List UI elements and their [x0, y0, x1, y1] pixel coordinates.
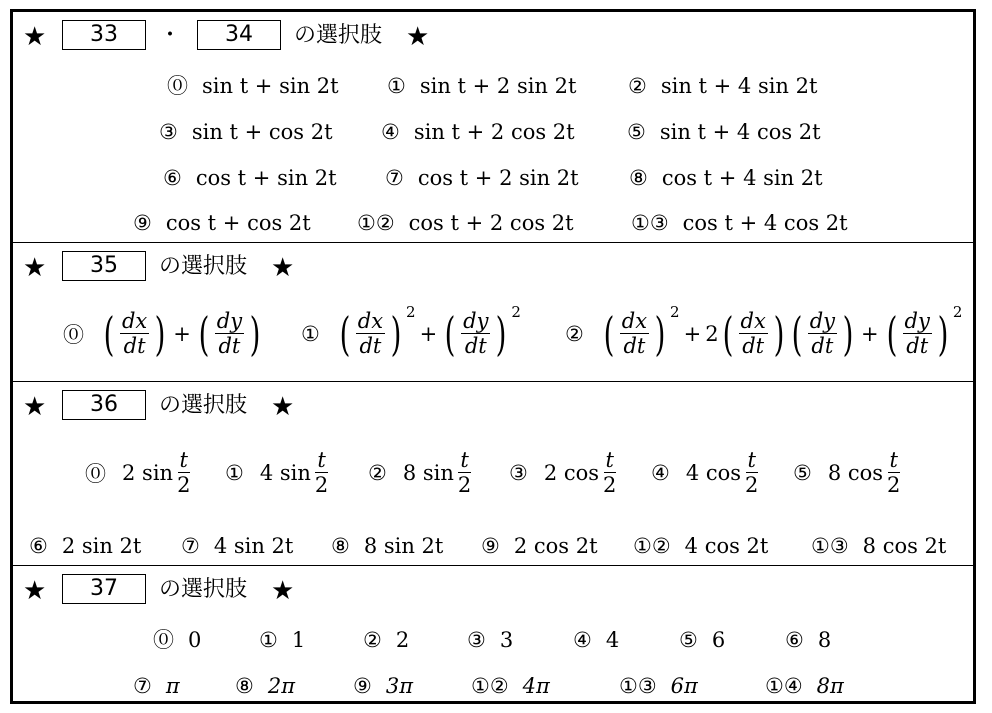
section-header: [13, 382, 973, 426]
choice-row-3: [13, 158, 973, 198]
choice-6: ⑥ 8: [785, 628, 832, 652]
choice-12: ①② cos t + 2 cos 2t: [357, 211, 574, 235]
value-choices-row-2: [13, 666, 973, 706]
choice-5: ⑤ 6: [679, 628, 726, 652]
choice-4: ④ 4: [573, 628, 620, 652]
choice-6: ⑥ cos t + sin 2t: [163, 166, 337, 190]
choice-row-1: [13, 66, 973, 106]
choice-9: ⑨ cos t + cos 2t: [133, 211, 311, 235]
answer-box-34: 34: [197, 20, 281, 50]
choice-8: ⑧ cos t + 4 sin 2t: [629, 166, 823, 190]
star-left: ★: [23, 22, 47, 52]
choice-0: ⓪ ( $\frac{dx}{dt}$ ) + ( $\frac{dy}{dt}$ ): [63, 306, 261, 361]
choice-8: ⑧ 2π: [235, 674, 295, 698]
section-37: [13, 565, 973, 701]
star-right: ★: [271, 392, 295, 422]
choice-7: ⑦ π: [133, 674, 180, 698]
choice-1: ① ( $\frac{dx}{dt}$ ) 2 + ( $\frac{dy}{dt}$ ) 2: [301, 302, 521, 361]
choice-2: ② sin t + 4 sin 2t: [628, 74, 818, 98]
answer-box-33: 33: [62, 20, 146, 50]
section-33-34: [13, 12, 973, 242]
answer-box-36: 36: [62, 390, 146, 420]
choice-0: ⓪ 2 sin $\frac{t}{2}$: [85, 448, 191, 497]
star-right: ★: [406, 22, 430, 52]
choice-13: ①③ 6π: [619, 674, 698, 698]
star-right: ★: [271, 253, 295, 283]
choice-4: ④ sin t + 2 cos 2t: [381, 120, 575, 144]
header-label: の選択肢: [159, 254, 248, 279]
section-header: [13, 12, 973, 56]
answer-choices-frame: [10, 9, 976, 704]
choice-0: ⓪ sin t + sin 2t: [167, 74, 339, 98]
choice-13: ①③ 8 cos 2t: [811, 534, 947, 558]
choice-row-4: [13, 203, 973, 243]
choice-9: ⑨ 2 cos 2t: [481, 534, 598, 558]
choice-4: ④ 4 cos $\frac{t}{2}$: [651, 448, 759, 497]
section-header: [13, 243, 973, 287]
header-label: の選択肢: [159, 577, 248, 602]
section-35: [13, 242, 973, 381]
header-label: の選択肢: [294, 23, 383, 48]
choice-7: ⑦ cos t + 2 sin 2t: [385, 166, 579, 190]
box-separator: ・: [159, 23, 182, 48]
star-left: ★: [23, 253, 47, 283]
star-right: ★: [271, 576, 295, 606]
section-36: [13, 381, 973, 565]
choice-2: ② ( $\frac{dx}{dt}$ ) 2 + 2 ( $\frac{dx}{dt}$ ) ( $\frac{dy}{dt}$ ) + ( $\frac{dy}{dt}$ ) 2: [565, 302, 963, 361]
choice-row-2: [13, 112, 973, 152]
choice-1: ① sin t + 2 sin 2t: [387, 74, 577, 98]
choice-1: ① 4 sin $\frac{t}{2}$: [225, 448, 329, 497]
answer-box-37: 37: [62, 574, 146, 604]
value-choices-row-1: [13, 620, 973, 660]
choice-12: ①② 4 cos 2t: [633, 534, 769, 558]
section-header: [13, 566, 973, 610]
choice-3: ③ 3: [467, 628, 514, 652]
choice-2: ② 8 sin $\frac{t}{2}$: [368, 448, 472, 497]
choice-7: ⑦ 4 sin 2t: [181, 534, 294, 558]
choice-1: ① 1: [259, 628, 306, 652]
star-left: ★: [23, 576, 47, 606]
choice-3: ③ sin t + cos 2t: [159, 120, 333, 144]
star-left: ★: [23, 392, 47, 422]
double-angle-choices: [13, 526, 973, 566]
choice-6: ⑥ 2 sin 2t: [29, 534, 142, 558]
choice-13: ①③ cos t + 4 cos 2t: [631, 211, 848, 235]
choice-14: ①④ 8π: [765, 674, 844, 698]
choice-5: ⑤ 8 cos $\frac{t}{2}$: [793, 448, 901, 497]
header-label: の選択肢: [159, 393, 248, 418]
choice-3: ③ 2 cos $\frac{t}{2}$: [509, 448, 617, 497]
choice-9: ⑨ 3π: [353, 674, 413, 698]
choice-0: ⓪ 0: [153, 628, 202, 652]
answer-box-35: 35: [62, 251, 146, 281]
choice-8: ⑧ 8 sin 2t: [331, 534, 444, 558]
choice-2: ② 2: [363, 628, 410, 652]
choice-5: ⑤ sin t + 4 cos 2t: [627, 120, 821, 144]
choice-12: ①② 4π: [471, 674, 550, 698]
